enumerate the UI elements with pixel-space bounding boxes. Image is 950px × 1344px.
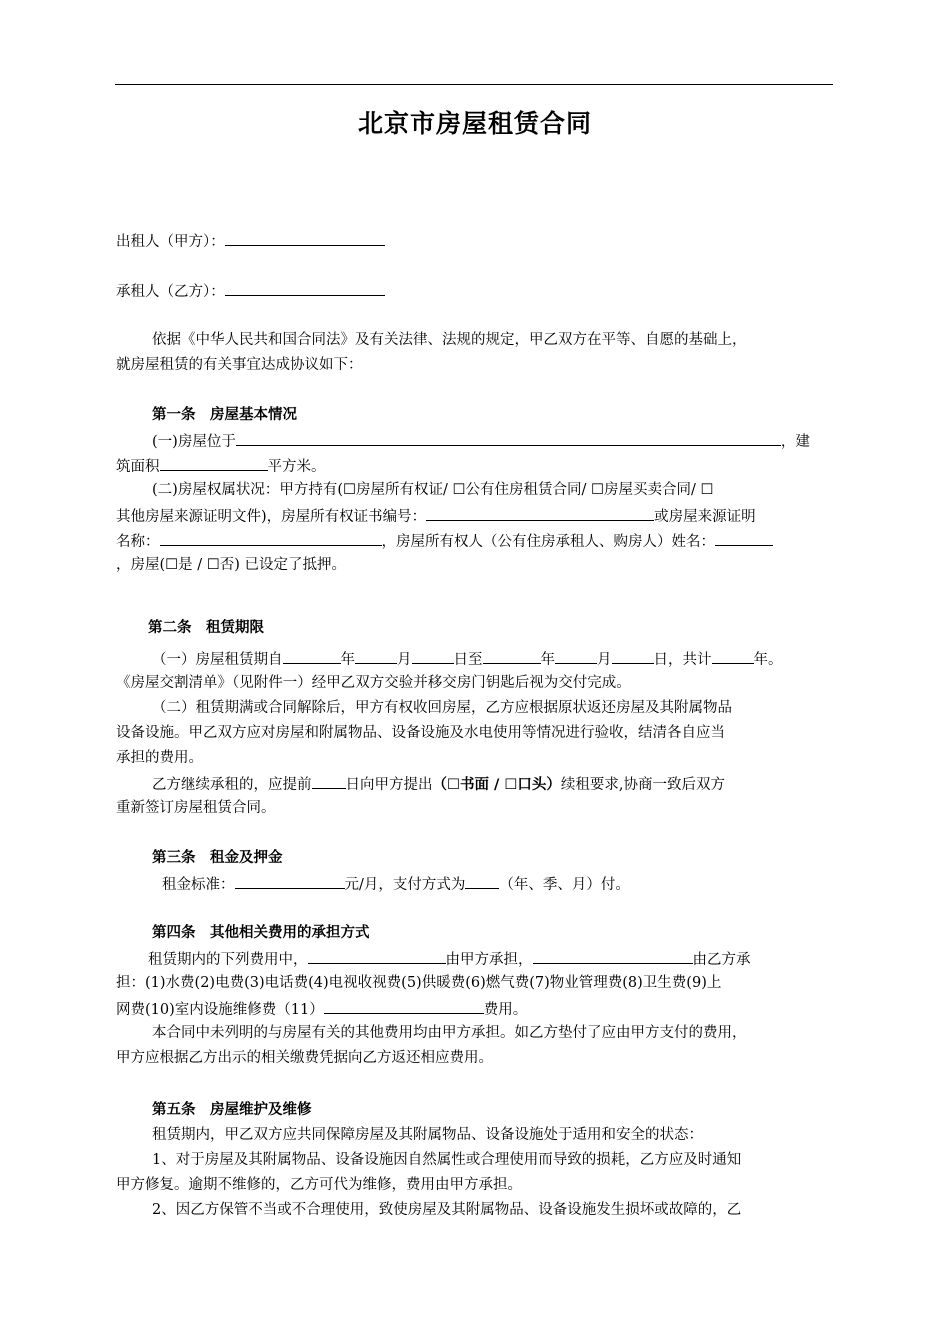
text: 其他房屋来源证明文件)，房屋所有权证书编号： <box>116 509 427 525</box>
lessor-blank[interactable] <box>225 230 385 246</box>
article-2-s1-line-1 <box>152 648 783 670</box>
article-2-s2-line-1: （二）租赁期满或合同解除后，甲方有权收回房屋，乙方应根据原状返还房屋及其附属物品 <box>152 700 732 716</box>
text: 乙方继续承租的，应提前 <box>152 777 312 793</box>
text: 或房屋来源证明 <box>654 509 756 525</box>
text: (一)房屋位于 <box>152 434 236 450</box>
article-1-s1-line-2 <box>116 455 326 477</box>
article-4-heading: 第四条 其他相关费用的承担方式 <box>152 925 370 941</box>
text: 名称： <box>116 534 160 550</box>
text: 日向甲方提出 <box>345 777 433 793</box>
article-5-s1-line-2: 甲方修复。逾期不维修的，乙方可代为维修，费用由甲方承担。 <box>116 1177 522 1193</box>
payment-period-blank[interactable] <box>465 873 499 889</box>
article-2-s3-line-2: 重新签订房屋租赁合同。 <box>116 800 276 816</box>
article-2-s1-line-2: 《房屋交割清单》（见附件一）经甲乙双方交验并移交房门钥匙后视为交付完成。 <box>116 675 631 691</box>
article-4-s1-line-2: 担：(1)水费(2)电费(3)电话费(4)电视收视费(5)供暖费(6)燃气费(7)物业管理费(8)卫生费(9)上 <box>116 975 722 991</box>
lessor-label: 出租人（甲方）： <box>116 234 225 250</box>
start-month-blank[interactable] <box>355 648 397 664</box>
text: 续租要求,协商一致后双方 <box>560 777 725 793</box>
area-blank[interactable] <box>160 455 268 471</box>
article-1-heading: 第一条 房屋基本情况 <box>152 407 297 423</box>
text: 日至 <box>453 652 483 668</box>
text: 年 <box>340 652 355 668</box>
source-document-name-blank[interactable] <box>160 530 382 546</box>
text: 年。 <box>753 652 783 668</box>
article-1-s2-line-4: ，房屋(☐是 / ☐否) 已设定了抵押。 <box>116 557 347 573</box>
lessor-fees-blank[interactable] <box>308 948 446 964</box>
article-5-s1-line-1: 1、对于房屋及其附属物品、设备设施因自然属性或合理使用而导致的损耗，乙方应及时通知 <box>152 1152 742 1168</box>
article-4-s1-line-3 <box>116 998 527 1020</box>
article-1-s1-line-1 <box>152 430 810 452</box>
header-rule <box>115 84 833 85</box>
article-4-s2-line-2: 甲方应根据乙方出示的相关缴费凭据向乙方返还相应费用。 <box>116 1050 493 1066</box>
address-blank[interactable] <box>236 430 781 446</box>
article-5-intro: 租赁期内，甲乙双方应共同保障房屋及其附属物品、设备设施处于适用和安全的状态： <box>152 1127 703 1143</box>
text: 租赁期内的下列费用中， <box>148 952 308 968</box>
article-2-s2-line-2: 设备设施。甲乙双方应对房屋和附属物品、设备设施及水电使用等情况进行验收，结清各自应当 <box>116 725 725 741</box>
lessee-fees-blank[interactable] <box>533 948 693 964</box>
article-4-s2-line-1: 本合同中未列明的与房屋有关的其他费用均由甲方承担。如乙方垫付了应由甲方支付的费用， <box>152 1025 747 1041</box>
text: 由乙方承 <box>692 952 751 968</box>
text: 月 <box>597 652 612 668</box>
text: 平方米。 <box>267 459 326 475</box>
article-4-s1-line-1 <box>148 948 751 970</box>
text: 月 <box>397 652 412 668</box>
preamble-line-2: 就房屋租赁的有关事宜达成协议如下： <box>116 357 363 373</box>
text: （一）房屋租赁期自 <box>152 652 283 668</box>
text: 元/月，支付方式为 <box>344 877 466 893</box>
other-fees-blank[interactable] <box>324 998 484 1014</box>
text: 年 <box>540 652 555 668</box>
end-month-blank[interactable] <box>555 648 597 664</box>
certificate-number-blank[interactable] <box>426 505 654 521</box>
article-3-s1 <box>162 873 630 895</box>
article-2-s2-line-3: 承担的费用。 <box>116 750 203 766</box>
end-day-blank[interactable] <box>612 648 654 664</box>
text: ，房屋所有权人（公有住房承租人、购房人）姓名： <box>381 534 715 550</box>
rent-amount-blank[interactable] <box>235 873 345 889</box>
end-year-blank[interactable] <box>483 648 541 664</box>
document-title: 北京市房屋租赁合同 <box>357 109 592 138</box>
lessee-label: 承租人（乙方）： <box>116 284 225 300</box>
text: 费用。 <box>483 1002 528 1018</box>
text: 网费(10)室内设施维修费（11） <box>116 1002 324 1018</box>
lessee-blank[interactable] <box>225 280 385 296</box>
total-years-blank[interactable] <box>712 648 754 664</box>
article-2-heading: 第二条 租赁期限 <box>148 620 264 636</box>
preamble-line-1: 依据《中华人民共和国合同法》及有关法律、法规的规定，甲乙双方在平等、自愿的基础上， <box>152 332 747 348</box>
text: 由甲方承担， <box>445 952 533 968</box>
lessee-line <box>116 280 385 302</box>
article-1-s2-line-1: (二)房屋权属状况：甲方持有(☐房屋所有权证/ ☐公有住房租赁合同/ ☐房屋买卖合同/ ☐ <box>152 482 714 498</box>
start-day-blank[interactable] <box>412 648 454 664</box>
start-year-blank[interactable] <box>283 648 341 664</box>
lessor-line <box>116 230 385 252</box>
text: （年、季、月）付。 <box>499 877 630 893</box>
article-5-heading: 第五条 房屋维护及维修 <box>152 1102 312 1118</box>
article-2-s3-line-1 <box>152 773 725 795</box>
article-1-s2-line-2 <box>116 505 756 527</box>
text: 筑面积 <box>116 459 160 475</box>
article-1-s2-line-3 <box>116 530 773 552</box>
text: 租金标准： <box>162 877 235 893</box>
article-5-s2-line-1: 2、因乙方保管不当或不合理使用，致使房屋及其附属物品、设备设施发生损坏或故障的，乙 <box>152 1202 742 1218</box>
text: 日，共计 <box>653 652 712 668</box>
renewal-method-options[interactable]: （☐书面 / ☐口头） <box>432 777 561 793</box>
owner-name-blank[interactable] <box>715 530 773 546</box>
article-3-heading: 第三条 租金及押金 <box>152 850 283 866</box>
text: ，建 <box>780 434 810 450</box>
renewal-days-blank[interactable] <box>312 773 346 789</box>
